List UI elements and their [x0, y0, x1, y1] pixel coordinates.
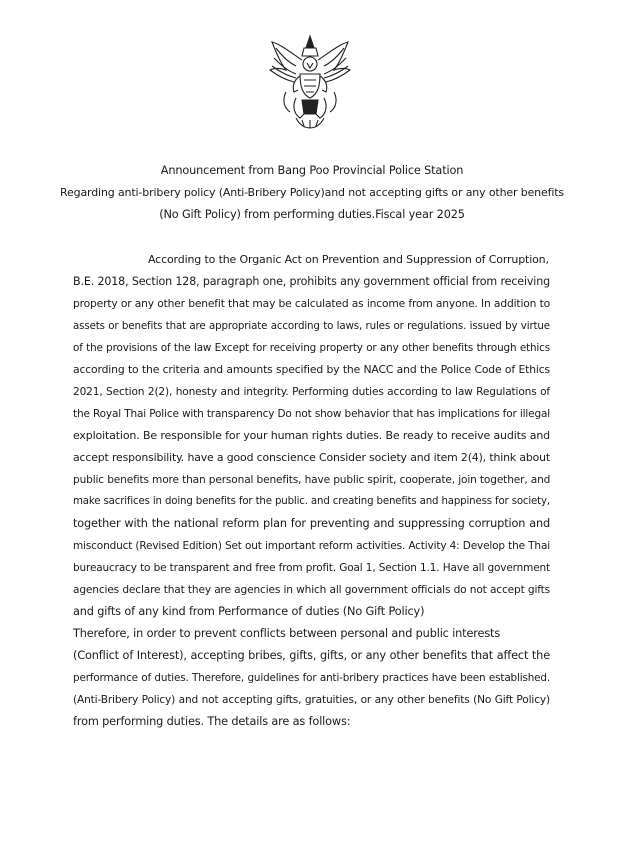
body-line: (Conflict of Interest), accepting bribes, gifts, gifts, or any other benefits that affect the	[73, 649, 550, 662]
body-line: B.E. 2018, Section 128, paragraph one, prohibits any government official from receiving	[73, 275, 550, 288]
body-line: together with the national reform plan for preventing and suppressing corruption and	[73, 517, 550, 530]
garuda-emblem-icon	[266, 34, 354, 130]
title-line-1: Announcement from Bang Poo Provincial Police Station	[160, 164, 464, 177]
body-line: According to the Organic Act on Prevention and Suppression of Corruption,	[148, 253, 549, 266]
body-line: bureaucracy to be transparent and free from profit. Goal 1, Section 1.1. Have all government	[73, 562, 550, 574]
body-line: according to the criteria and amounts specified by the NACC and the Police Code of Ethics	[73, 363, 550, 376]
body-line: exploitation. Be responsible for your human rights duties. Be ready to receive audits and	[73, 429, 550, 442]
title-line-3: (No Gift Policy) from performing duties.Fiscal year 2025	[159, 208, 465, 221]
body-line: the Royal Thai Police with transparency Do not show behavior that has implications for illegal	[73, 408, 551, 420]
body-line: Therefore, in order to prevent conflicts between personal and public interests	[73, 627, 501, 640]
body-line: and gifts of any kind from Performance of duties (No Gift Policy)	[73, 605, 425, 618]
body-line: accept responsibility. have a good conscience Consider society and item 2(4), think about	[73, 451, 550, 464]
body-line: performance of duties. Therefore, guidelines for anti-bribery practices have been established.	[73, 672, 550, 684]
body-line: (Anti-Bribery Policy) and not accepting gifts, gratuities, or any other benefits (No Gift Policy)	[73, 694, 550, 706]
title-line-2: Regarding anti-bribery policy (Anti-Bribery Policy)and not accepting gifts or any other benefits	[60, 186, 564, 199]
body-line: misconduct (Revised Edition) Set out important reform activities. Activity 4: Develop the Thai	[73, 540, 550, 552]
body-line: of the provisions of the law Except for receiving property or any other benefits through ethics	[73, 342, 550, 354]
body-line: assets or benefits that are appropriate according to laws, rules or regulations. issued by virtue	[73, 320, 550, 332]
body-line: 2021, Section 2(2), honesty and integrity. Performing duties according to law Regulations of	[73, 386, 550, 398]
body-line: from performing duties. The details are as follows:	[73, 715, 351, 728]
body-line: make sacrifices in doing benefits for the public. and creating benefits and happiness for society,	[73, 496, 550, 507]
body-line: public benefits more than personal benefits, have public spirit, cooperate, join together, and	[73, 474, 551, 486]
body-line: property or any other benefit that may be calculated as income from anyone. In addition to	[73, 297, 550, 310]
body-line: agencies declare that they are agencies in which all government officials do not accept gifts	[73, 584, 550, 596]
